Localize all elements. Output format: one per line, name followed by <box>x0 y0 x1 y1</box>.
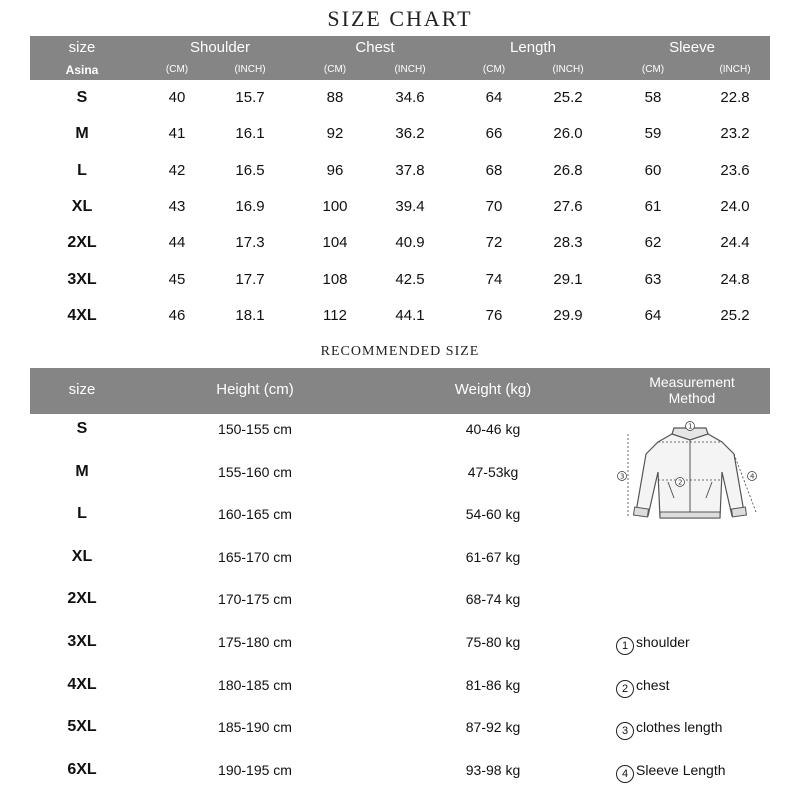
cell-shoulder-cm: 41 <box>168 125 186 143</box>
cell-length-cm: 74 <box>485 270 503 288</box>
cell-shoulder-cm: 45 <box>168 270 186 288</box>
cell-size: S <box>76 89 88 106</box>
cell-length-cm: 66 <box>485 125 503 143</box>
cell-chest-cm: 104 <box>322 234 348 252</box>
cell-length-inch: 25.2 <box>553 89 583 106</box>
cell-shoulder-inch: 16.5 <box>235 161 265 179</box>
cell-size: 2XL <box>67 234 97 252</box>
cell-chest-inch: 39.4 <box>395 197 425 215</box>
cell-weight: 93-98 kg <box>465 761 521 778</box>
header-size: size <box>68 39 96 56</box>
cell-length-cm: 68 <box>485 161 503 179</box>
cell-height: 155-160 cm <box>218 463 292 480</box>
cell-sleeve-cm: 62 <box>644 234 662 252</box>
cell-length-cm: 70 <box>485 197 503 215</box>
cell-chest-cm: 112 <box>323 306 347 324</box>
rec-header-method <box>622 374 762 406</box>
cell-size: L <box>77 161 87 179</box>
cell-sleeve-cm: 63 <box>644 270 662 288</box>
cell-size: S <box>76 420 88 437</box>
rec-header-weight: Weight (kg) <box>454 381 532 398</box>
cell-weight: 75-80 kg <box>465 634 521 650</box>
cell-chest-inch: 37.8 <box>395 161 425 179</box>
cell-shoulder-inch: 15.7 <box>235 89 265 106</box>
cell-sleeve-inch: 23.6 <box>720 161 750 179</box>
cell-size: 4XL <box>67 306 97 324</box>
cell-shoulder-inch: 18.1 <box>235 306 265 324</box>
size-chart-title: SIZE CHART <box>327 6 473 31</box>
table-row <box>30 228 770 258</box>
legend-item <box>616 760 726 783</box>
cell-shoulder-cm: 43 <box>168 197 186 215</box>
legend-label: chest <box>636 676 670 693</box>
cell-length-cm: 72 <box>485 234 503 252</box>
cell-sleeve-cm: 58 <box>644 89 662 106</box>
rec-header-method-line1: Measurement <box>649 374 735 390</box>
cell-shoulder-inch: 16.1 <box>235 125 265 143</box>
svg-text:2: 2 <box>678 478 683 487</box>
rec-header-method-line2: Method <box>668 390 716 406</box>
cell-size: L <box>77 505 87 523</box>
cell-sleeve-inch: 24.0 <box>720 197 750 215</box>
cell-height: 180-185 cm <box>218 676 292 693</box>
cell-sleeve-inch: 24.8 <box>720 270 750 288</box>
table-row <box>30 83 770 113</box>
cell-length-inch: 26.8 <box>553 161 583 179</box>
header-length-inch: (INCH) <box>552 64 584 75</box>
cell-chest-cm: 108 <box>322 270 348 288</box>
cell-shoulder-inch: 17.7 <box>235 270 265 288</box>
legend-number: 1 <box>616 637 634 655</box>
cell-chest-inch: 44.1 <box>395 306 425 324</box>
header-sleeve: Sleeve <box>669 39 715 56</box>
cell-size: 5XL <box>67 718 97 736</box>
cell-chest-inch: 36.2 <box>395 125 425 143</box>
cell-size: 6XL <box>67 760 97 778</box>
cell-weight: 40-46 kg <box>465 421 521 437</box>
cell-shoulder-cm: 40 <box>168 89 186 106</box>
cell-shoulder-cm: 46 <box>168 306 186 324</box>
cell-shoulder-cm: 42 <box>168 161 186 179</box>
cell-length-inch: 26.0 <box>553 125 583 143</box>
recommended-size-title: RECOMMENDED SIZE <box>320 344 480 359</box>
cell-size: XL <box>71 547 93 565</box>
header-asina: Asina <box>65 63 99 77</box>
cell-size: XL <box>71 197 93 215</box>
legend-label: shoulder <box>636 634 690 650</box>
header-shoulder-inch: (INCH) <box>234 64 266 75</box>
cell-size: 3XL <box>67 270 97 288</box>
recommended-header <box>30 368 770 414</box>
cell-sleeve-inch: 24.4 <box>720 234 750 252</box>
cell-length-inch: 27.6 <box>553 197 583 215</box>
cell-height: 185-190 cm <box>218 719 292 736</box>
cell-sleeve-cm: 61 <box>644 197 662 215</box>
cell-chest-cm: 96 <box>326 161 344 179</box>
cell-sleeve-cm: 60 <box>644 161 662 179</box>
legend-item <box>616 675 669 698</box>
cell-size: 2XL <box>67 590 97 608</box>
cell-size: 4XL <box>67 675 97 693</box>
cell-chest-cm: 92 <box>326 125 344 143</box>
table-row <box>30 542 770 572</box>
legend-number: 4 <box>616 765 634 783</box>
cell-chest-cm: 88 <box>326 89 344 106</box>
svg-text:1: 1 <box>688 422 693 431</box>
cell-sleeve-inch: 22.8 <box>720 89 750 106</box>
header-chest-inch: (INCH) <box>394 64 426 75</box>
cell-height: 150-155 cm <box>218 421 292 437</box>
cell-height: 190-195 cm <box>218 761 292 778</box>
legend-number: 2 <box>616 680 634 698</box>
legend-label: clothes length <box>636 719 723 736</box>
size-chart-header <box>30 36 770 80</box>
rec-header-height: Height (cm) <box>216 381 294 398</box>
cell-chest-inch: 40.9 <box>395 234 425 252</box>
cell-sleeve-inch: 23.2 <box>720 125 750 143</box>
legend-label: Sleeve Length <box>636 761 726 778</box>
cell-weight: 47-53kg <box>467 463 519 480</box>
header-length-cm: (CM) <box>482 64 506 75</box>
cell-length-cm: 64 <box>485 89 503 106</box>
header-length: Length <box>510 39 556 56</box>
header-sleeve-inch: (INCH) <box>719 64 751 75</box>
cell-height: 160-165 cm <box>218 506 292 523</box>
legend-item <box>616 717 722 740</box>
table-row <box>30 584 770 614</box>
header-chest: Chest <box>355 39 395 56</box>
cell-weight: 54-60 kg <box>465 506 521 523</box>
cell-height: 165-170 cm <box>218 548 292 565</box>
cell-sleeve-cm: 64 <box>644 306 662 324</box>
header-sleeve-cm: (CM) <box>641 64 665 75</box>
legend-item <box>616 632 690 655</box>
cell-length-inch: 29.1 <box>553 270 583 288</box>
cell-length-inch: 29.9 <box>553 306 583 324</box>
cell-length-inch: 28.3 <box>553 234 583 252</box>
cell-weight: 87-92 kg <box>465 719 521 736</box>
header-chest-cm: (CM) <box>323 64 347 75</box>
table-row <box>30 119 770 149</box>
svg-text:4: 4 <box>750 472 755 481</box>
cell-sleeve-inch: 25.2 <box>720 306 750 324</box>
table-row <box>30 301 770 331</box>
cell-shoulder-inch: 17.3 <box>235 234 265 252</box>
cell-shoulder-inch: 16.9 <box>235 197 265 215</box>
cell-weight: 68-74 kg <box>465 591 521 608</box>
rec-header-size: size <box>68 381 96 398</box>
header-shoulder-cm: (CM) <box>165 64 189 75</box>
jacket-icon <box>610 420 770 530</box>
cell-height: 170-175 cm <box>218 591 292 608</box>
table-row <box>30 156 770 186</box>
cell-chest-inch: 42.5 <box>395 270 425 288</box>
cell-size: M <box>75 125 89 143</box>
svg-text:3: 3 <box>620 472 625 481</box>
cell-sleeve-cm: 59 <box>644 125 662 143</box>
cell-size: 3XL <box>67 633 97 650</box>
cell-length-cm: 76 <box>485 306 503 324</box>
cell-chest-cm: 100 <box>322 197 348 215</box>
cell-shoulder-cm: 44 <box>168 234 186 252</box>
legend-number: 3 <box>616 722 634 740</box>
table-row <box>30 265 770 295</box>
cell-size: M <box>75 462 89 480</box>
cell-chest-inch: 34.6 <box>395 89 425 106</box>
cell-weight: 61-67 kg <box>465 548 521 565</box>
cell-weight: 81-86 kg <box>465 676 521 693</box>
header-shoulder: Shoulder <box>189 39 251 56</box>
table-row <box>30 192 770 222</box>
cell-height: 175-180 cm <box>218 634 292 650</box>
